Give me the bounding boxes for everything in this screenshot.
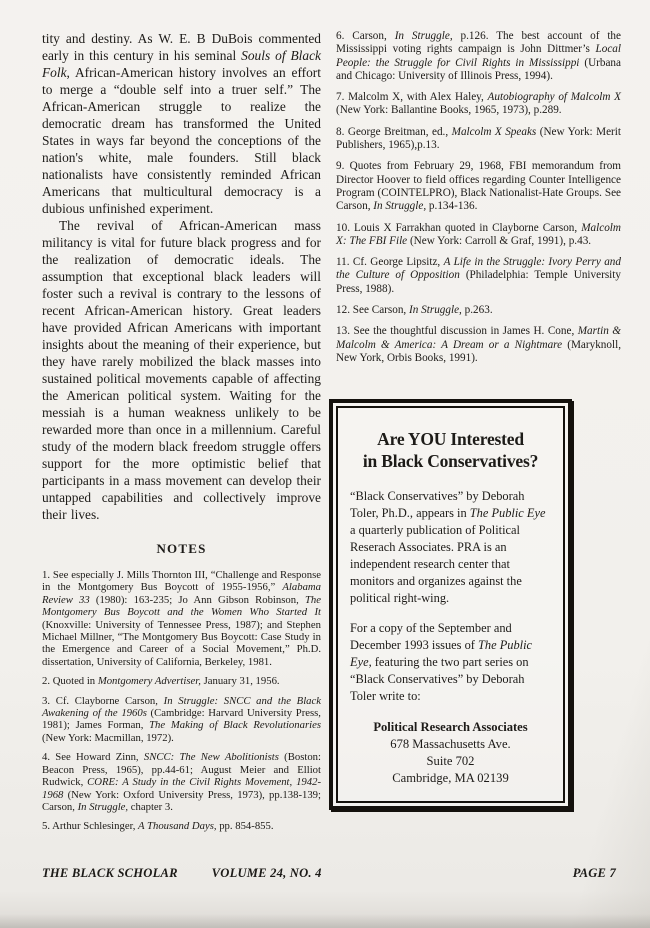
footnote-7: 7. Malcolm X, with Alex Haley, Autobiography of Malcolm X (New York: Ballantine Books, 1965, 1973), p.289. [336,91,621,117]
footnote-11: 11. Cf. George Lipsitz, A Life in the Struggle: Ivory Perry and the Culture of Opposition (Philadelphia: Temple University Press, 1988). [336,256,621,295]
ad-title-line-1: Are YOU Interested [377,429,524,450]
ad-address-city: Cambridge, MA 02139 [392,771,509,786]
footnote-13: 13. See the thoughtful discussion in James H. Cone, Martin & Malcolm & America: A Dream or a Nightmare (Maryknoll, New York, Orbis Books, 1991). [336,325,621,364]
footnote-6: 6. Carson, In Struggle, p.126. The best account of the Mississippi voting rights campaign is John Dittmer’s Local People: the Struggle for Civil Rights in Mississippi (Urbana and Chicago: University of Illinois Press, 1994). [336,30,621,82]
advertisement-inner-border [336,406,565,803]
footnote-12: 12. See Carson, In Struggle, p.263. [336,304,493,317]
body-paragraph-1: tity and destiny. As W. E. B DuBois commented early in this century in his seminal Souls of Black Folk, African-American history involves an effort to merge a “double self into a truer self.” The African-American struggle to realize the democratic dream has transformed the United States in ways far beyond the conceptions of the nation's white, male founders. Still black nationalists have consistently reminded African Americans that multicultural democracy is a dubious unfinished experiment. [42,31,321,216]
scan-bottom-shadow [0,914,650,928]
right-column [336,30,621,840]
ad-address-suite: Suite 702 [426,754,475,769]
two-column-layout [42,30,650,840]
footnote-2: 2. Quoted in Montgomery Advertiser, January 31, 1956. [42,675,280,688]
footnote-8: 8. George Breitman, ed., Malcolm X Speaks (New York: Merit Publishers, 1965),p.13. [336,125,621,152]
ad-address-block [350,719,551,787]
page-footer [42,866,616,881]
advertisement-box [329,399,572,810]
footnote-9: 9. Quotes from February 29, 1968, FBI memorandum from Director Hoover to field offices regarding Counter Intelligence Program (COINTELPRO), Black Nationalist-Hate Groups. See Carson, In Struggle, p.134-136. [336,160,621,213]
footnote-5: 5. Arthur Schlesinger, A Thousand Days, pp. 854-855. [42,820,274,833]
ad-title-line-2: in Black Conservatives? [362,451,539,472]
footer-volume-number: VOLUME 24, NO. 4 [211,866,322,880]
ad-address-street: 678 Massachusetts Ave. [390,737,511,752]
notes-heading: NOTES [156,541,207,556]
ad-title [350,428,551,472]
footnote-1: 1. See especially J. Mills Thornton III, “Challenge and Response in the Montgomery Bus Boycott of 1955-1956,” Alabama Review 33 (1980): 163-235; Jo Ann Gibson Robinson, The Montgomery Bus Boycott and the Women Who Started It (Knoxville: University of Tennessee Press, 1987); and Stephen Michael Millner, “The Montgomery Bus Boycott: Case Study in the Emergence and Career of a Social Movement,” Ph.D. dissertation, University of California, Berkeley, 1981. [42,569,321,668]
footer-journal-title: THE BLACK SCHOLAR [42,866,178,880]
footnote-10: 10. Louis X Farrakhan quoted in Clayborne Carson, Malcolm X: The FBI File (New York: Carroll & Graf, 1991), p.43. [336,221,621,247]
footer-page-number: PAGE 7 [572,866,616,880]
footnote-4: 4. See Howard Zinn, SNCC: The New Abolitionists (Boston: Beacon Press, 1965), pp.44-61; August Meier and Elliot Rudwick, CORE: A Study in the Civil Rights Movement, 1942-1968 (New York: Oxford University Press, 1973), pp.138-139; Carson, In Struggle, chapter 3. [42,751,321,813]
ad-address-org: Political Research Associates [373,720,528,735]
ad-paragraph-1: “Black Conservatives” by Deborah Toler, Ph.D., appears in The Public Eye a quarterly publication of Political Reserach Associates. PRA is an independent research center that monitors and organizes against the political right-wing. [350,489,546,606]
left-column [42,30,321,840]
ad-paragraph-2: For a copy of the September and December 1993 issues of The Public Eye, featuring the two part series on “Black Conservatives” by Deborah Toler write to: [350,621,533,704]
footnote-3: 3. Cf. Clayborne Carson, In Struggle: SNCC and the Black Awakening of the 1960s (Cambridge: Harvard University Press, 1981); James Forman, The Making of Black Revolutionaries (New York: Macmillan, 1972). [42,694,321,744]
body-paragraph-2: The revival of African-American mass militancy is vital for future black progress and for the realization of democratic ideals. The assumption that exceptional black leaders will foster such a revival is contrary to the lessons of recent African-American history. Great leaders have provided African Americans with important insights about the meaning of their experience, but they have rarely mobilized the black masses into sustained political movements capable of affecting the American political system. Waiting for the messiah is a human weakness unlikely to be rewarded more than once in a millennium. Careful study of the modern black freedom struggle offers support for the more optimistic belief that participants in a mass movement can develop their untapped capabilities and collectively improve their lives. [42,218,321,522]
